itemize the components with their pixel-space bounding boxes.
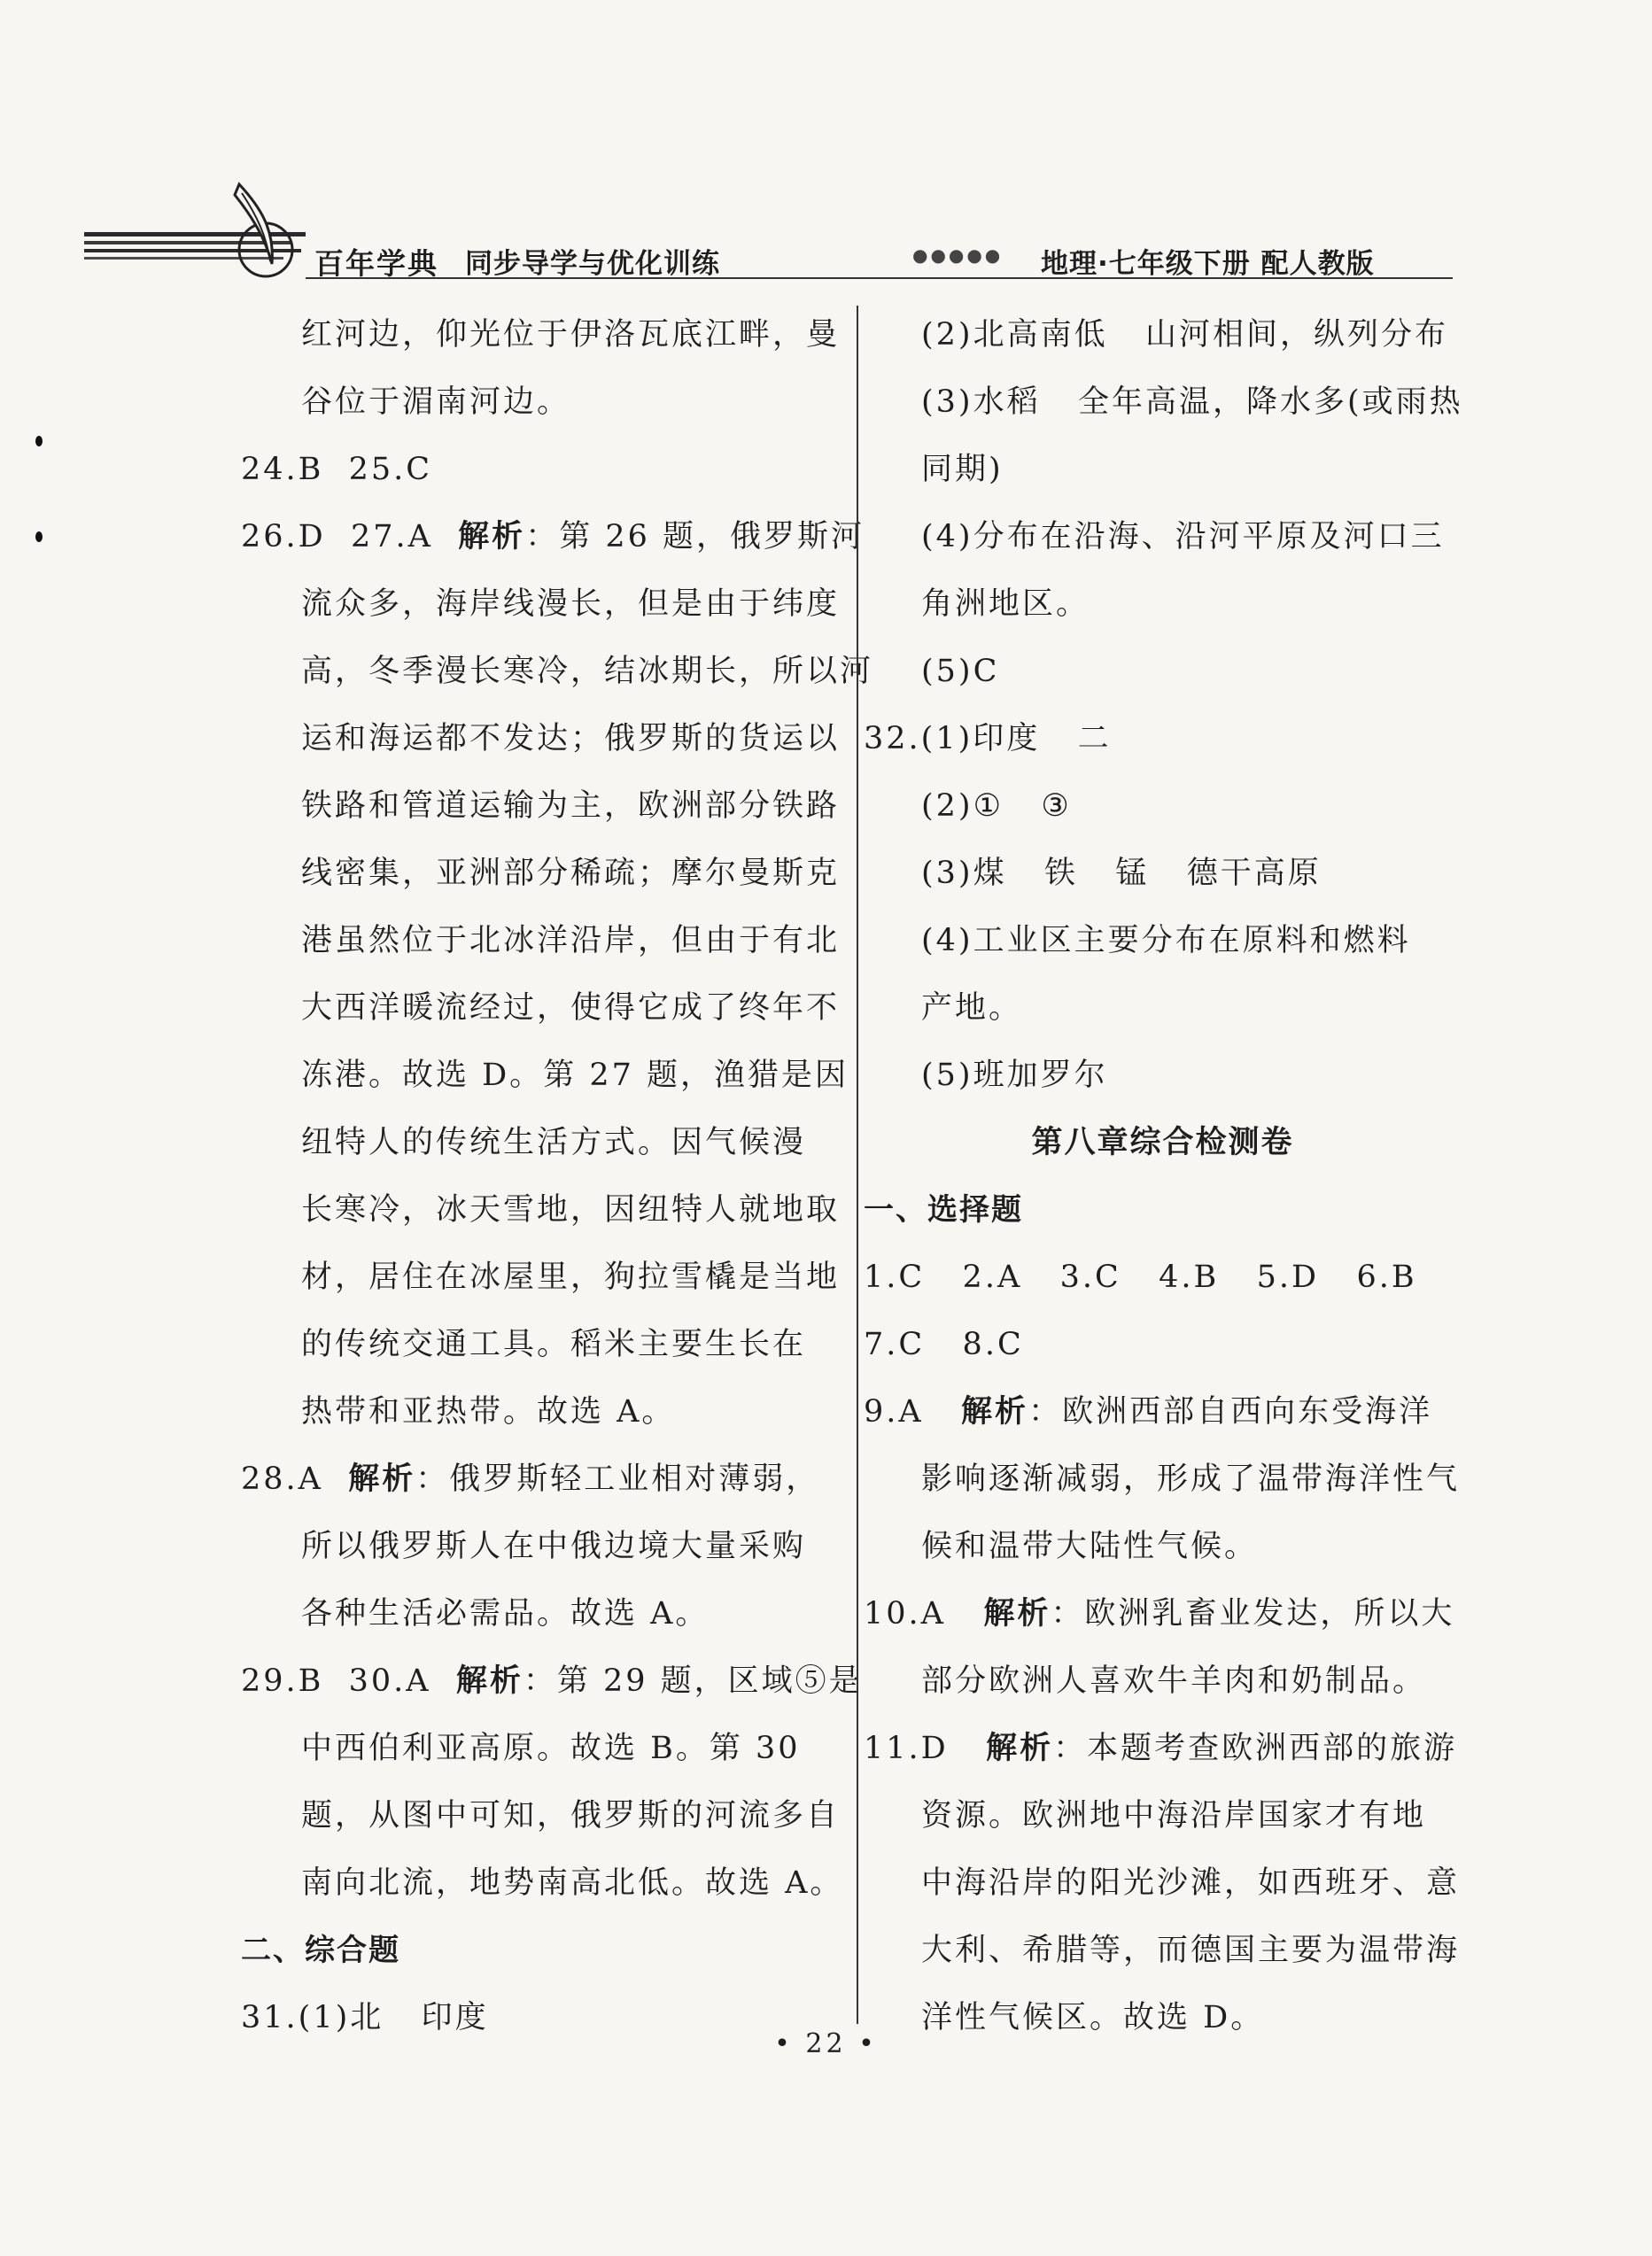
text-line: (4)分布在沿海、沿河平原及河口三 <box>921 519 1445 554</box>
text-line: (5)班加罗尔 <box>921 1058 1108 1093</box>
column-divider <box>857 306 858 2024</box>
text-line: 资源。欧洲地中海沿岸国家才有地 <box>921 1798 1427 1833</box>
analysis-text: ：欧洲乳畜业发达，所以大 <box>1051 1596 1455 1632</box>
right-column <box>864 301 1462 2051</box>
text-line: 南向北流，地势南高北低。故选 A。 <box>301 1865 844 1901</box>
text-line <box>864 1580 1462 1647</box>
text-line <box>241 503 865 570</box>
analysis-label: 解析 <box>961 1394 1029 1430</box>
analysis-text: ：本题考查欧洲西部的旅游 <box>1053 1731 1458 1766</box>
text-line: 纽特人的传统生活方式。因气候漫 <box>301 1125 807 1160</box>
text-line: 二、综合题 <box>241 1933 400 1968</box>
analysis-label: 解析 <box>986 1731 1054 1766</box>
text-line: 32.(1)印度 二 <box>864 721 1112 756</box>
text-line: 冻港。故选 D。第 27 题，渔猎是因 <box>301 1058 849 1093</box>
text-line <box>241 1647 863 1715</box>
text-line <box>864 1378 1462 1446</box>
text-line: (2)① ③ <box>921 788 1072 824</box>
text-line: 同期) <box>921 452 1004 487</box>
answer-key: 26.D 27.A <box>241 519 459 554</box>
text-line: 产地。 <box>921 990 1023 1026</box>
text-line: 各种生活必需品。故选 A。 <box>301 1596 710 1632</box>
text-line: 题，从图中可知，俄罗斯的河流多自 <box>301 1798 841 1833</box>
analysis-text: ：欧洲西部自西向东受海洋 <box>1028 1394 1433 1430</box>
text-line: 角洲地区。 <box>921 586 1090 622</box>
analysis-text: ：第 29 题，区域⑤是 <box>523 1663 863 1699</box>
text-line: 候和温带大陆性气候。 <box>921 1529 1259 1564</box>
answer-key: 9.A <box>864 1394 962 1430</box>
quill-logo-icon <box>84 177 314 283</box>
text-line: 红河边，仰光位于伊洛瓦底江畔，曼 <box>301 317 841 353</box>
series-subtitle: 同步导学与优化训练 <box>465 248 720 280</box>
text-line <box>864 1715 1462 1782</box>
text-line: 中海沿岸的阳光沙滩，如西班牙、意 <box>921 1865 1461 1901</box>
text-line: 1.C 2.A 3.C 4.B 5.D 6.B <box>864 1260 1417 1295</box>
text-line: (2)北高南低 山河相间，纵列分布 <box>921 317 1448 353</box>
text-line: 材，居住在冰屋里，狗拉雪橇是当地 <box>301 1260 841 1295</box>
text-line: 谷位于湄南河边。 <box>301 384 571 420</box>
margin-mark <box>35 531 43 542</box>
answer-key: 29.B 30.A <box>241 1663 456 1699</box>
text-line: 第八章综合检测卷 <box>1031 1125 1294 1160</box>
analysis-text: ：第 26 题，俄罗斯河 <box>525 519 865 554</box>
subject-edition: 地理·七年级下册 配人教版 <box>1041 248 1375 280</box>
text-line: 的传统交通工具。稻米主要生长在 <box>301 1327 807 1362</box>
text-line: 长寒冷，冰天雪地，因纽特人就地取 <box>301 1192 841 1228</box>
analysis-label: 解析 <box>458 519 526 554</box>
page-header <box>84 177 1453 283</box>
text-line: 铁路和管道运输为主，欧洲部分铁路 <box>301 788 841 824</box>
text-line: (4)工业区主要分布在原料和燃料 <box>921 923 1411 958</box>
text-line: 线密集，亚洲部分稀疏；摩尔曼斯克 <box>301 856 841 891</box>
header-dots: ●●●●● <box>912 244 1004 266</box>
answer-key: 11.D <box>864 1731 987 1766</box>
text-line: 大西洋暖流经过，使得它成了终年不 <box>301 990 841 1026</box>
header-rule <box>306 277 1453 279</box>
text-line <box>241 1446 834 1513</box>
text-line: (3)煤 铁 锰 德干高原 <box>921 856 1322 891</box>
answer-key: 28.A <box>241 1461 349 1497</box>
text-line: 所以俄罗斯人在中俄边境大量采购 <box>301 1529 807 1564</box>
text-line: 运和海运都不发达；俄罗斯的货运以 <box>301 721 841 756</box>
text-line: (5)C <box>921 654 1000 689</box>
brand-title: 百年学典 <box>314 246 438 281</box>
answer-key: 10.A <box>864 1596 984 1632</box>
analysis-label: 解析 <box>348 1461 416 1497</box>
margin-mark <box>35 436 43 446</box>
text-line: 影响逐渐减弱，形成了温带海洋性气 <box>921 1461 1461 1497</box>
text-line: 港虽然位于北冰洋沿岸，但由于有北 <box>301 923 841 958</box>
text-line: (3)水稻 全年高温，降水多(或雨热 <box>921 384 1463 420</box>
analysis-label: 解析 <box>983 1596 1051 1632</box>
page-number: • 22 • <box>774 2028 878 2059</box>
text-line: 大利、希腊等，而德国主要为温带海 <box>921 1933 1461 1968</box>
text-line: 24.B 25.C <box>241 452 433 487</box>
analysis-text: ：俄罗斯轻工业相对薄弱， <box>415 1461 820 1497</box>
analysis-label: 解析 <box>455 1663 524 1699</box>
text-line: 部分欧洲人喜欢牛羊肉和奶制品。 <box>921 1663 1427 1699</box>
text-line: 热带和亚热带。故选 A。 <box>301 1394 676 1430</box>
text-line: 一、选择题 <box>864 1192 1023 1228</box>
text-line: 高，冬季漫长寒冷，结冰期长，所以河 <box>301 654 874 689</box>
text-line: 洋性气候区。故选 D。 <box>921 2000 1265 2035</box>
text-line: 中西伯利亚高原。故选 B。第 30 <box>301 1731 801 1766</box>
text-line: 31.(1)北 印度 <box>241 2000 489 2035</box>
text-line: 流众多，海岸线漫长，但是由于纬度 <box>301 586 841 622</box>
text-line: 7.C 8.C <box>864 1327 1024 1362</box>
